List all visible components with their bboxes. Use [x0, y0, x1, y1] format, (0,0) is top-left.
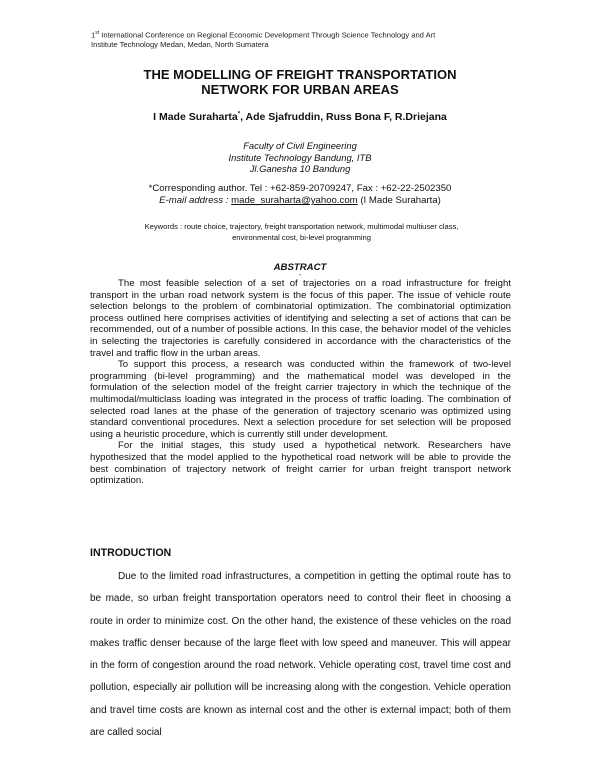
- conference-number: 1: [91, 30, 96, 40]
- keywords: [104, 222, 499, 243]
- introduction-body: [90, 566, 511, 744]
- introduction-paragraph: Due to the limited road infrastructures, a competition in getting the optimal route has to be made, so urban freight transportation operators need to control their fleet in choosing a route in order to minimize cost. On the other hand, the existence of these vehicles on the road makes traffic denser because of the large fleet with low speed and maneuver. This will appear in the form of congestion around the road network. Vehicle operating cost, travel time cost and pollution, especially air pollution will be increasing along with the congestion. Vehicle operation and travel time costs are known as internal cost and the other is external impact; both of them are called social: [90, 571, 511, 739]
- introduction-heading: INTRODUCTION: [90, 547, 172, 559]
- conference-ordinal: st: [95, 30, 100, 36]
- email-link[interactable]: made_suraharta@yahoo.com: [231, 195, 358, 206]
- abstract-body: [90, 278, 511, 487]
- email-label: E-mail address: [159, 195, 224, 206]
- abstract-paragraph: To support this process, a research was conducted within the framework of two-level programming (bi-level programming) and the mathematical model was developed in the formulation of the selection model of the freight carrier trajectory in which the technique of the multimodal/multiclass loading was integrated in the process of traffic loading. The combination of selected road lanes at the phase of the generation of trajectory scenario was optimized using standard conventional procedures. Next a selection procedure for set selection will be proposed using a heuristic procedure, which is currently still under development.: [90, 359, 511, 440]
- conference-name: International Conference on Regional Economic Development Through Science Technology and Art: [99, 30, 436, 40]
- other-authors: , Ade Sjafruddin, Russ Bona F, R.Driejana: [240, 111, 447, 123]
- keywords-line-1: Keywords : route choice, trajectory, freight transportation network, multimodal multiuser class,: [144, 222, 459, 231]
- contact-info: [60, 183, 540, 207]
- abstract-heading: ABSTRACT: [273, 262, 327, 273]
- abstract-dash: -: [298, 272, 302, 279]
- conference-header: [91, 29, 511, 50]
- corresponding-author-line: *Corresponding author. Tel : +62-859-20709247, Fax : +62-22-2502350: [148, 183, 452, 194]
- email-line: [60, 195, 540, 207]
- paper-title-line-1: THE MODELLING OF FREIGHT TRANSPORTATION: [143, 67, 457, 82]
- affiliation: [60, 140, 540, 175]
- abstract-paragraph: For the initial stages, this study used a hypothetical network. Researchers have hypothesized that the model applied to the hypothetical road network will be able to provide the best combination of trajectory network of freight carrier for urban freight transport network optimization.: [90, 440, 511, 487]
- paper-title: [60, 67, 540, 97]
- first-author: I Made Suraharta: [153, 111, 238, 123]
- abstract-paragraph: The most feasible selection of a set of trajectories on a road infrastructure for freight transport in the urban road network system is the focus of this paper. The issue of vehicle route selection belongs to the problem of combinatorial optimization. The combinatorial optimization process outlined here comprises activities of identifying and selecting a set of actions that can be recommended, out of a number of possible actions. In this case, the behavior model of the vehicles in selecting the trajectories is carefully considered in accordance with the characteristics of the travel and traffic flow in the urban areas.: [90, 278, 511, 359]
- affiliation-address: Jl.Ganesha 10 Bandung: [249, 163, 351, 174]
- corresponding-mark: *: [237, 111, 241, 118]
- affiliation-institute: Institute Technology Bandung, ITB: [228, 151, 372, 163]
- affiliation-faculty: Faculty of Civil Engineering: [243, 140, 357, 151]
- conference-venue: Institute Technology Medan, Medan, North Sumatera: [91, 40, 269, 50]
- email-separator: :: [223, 195, 232, 206]
- author-list: [60, 111, 540, 123]
- paper-title-line-2: NETWORK FOR URBAN AREAS: [201, 82, 399, 97]
- email-note: (I Made Suraharta): [357, 195, 441, 206]
- keywords-line-2: environmental cost, bi-level programming: [232, 232, 371, 242]
